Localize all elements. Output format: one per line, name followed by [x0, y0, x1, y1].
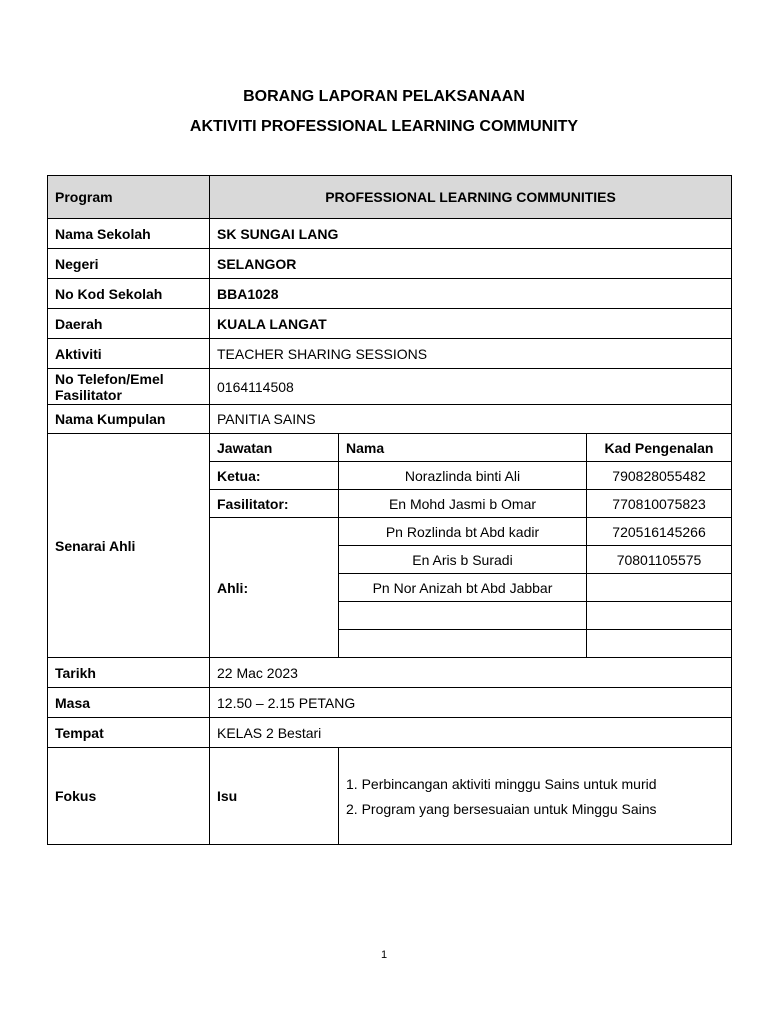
member-ic: 790828055482 — [587, 462, 732, 490]
member-name — [339, 630, 587, 658]
col-jawatan-header: Jawatan — [210, 434, 339, 462]
isu-label: Isu — [210, 748, 339, 845]
member-role-ahli: Ahli: — [210, 518, 339, 658]
member-name: Norazlinda binti Ali — [339, 462, 587, 490]
member-ic — [587, 630, 732, 658]
daerah-row — [48, 309, 732, 339]
member-ic: 70801105575 — [587, 546, 732, 574]
negeri-row — [48, 249, 732, 279]
aktiviti-value: TEACHER SHARING SESSIONS — [210, 339, 732, 369]
tempat-label: Tempat — [48, 718, 210, 748]
member-ic — [587, 602, 732, 630]
masa-row — [48, 688, 732, 718]
telefon-label-line2: Fasilitator — [55, 386, 122, 403]
telefon-value: 0164114508 — [210, 369, 732, 405]
daerah-value: KUALA LANGAT — [210, 309, 732, 339]
col-kad-header: Kad Pengenalan — [587, 434, 732, 462]
sekolah-row — [48, 219, 732, 249]
kumpulan-row — [48, 405, 732, 434]
negeri-label: Negeri — [48, 249, 210, 279]
report-form-table — [47, 175, 732, 845]
member-role: Fasilitator: — [210, 490, 339, 518]
tempat-row — [48, 718, 732, 748]
aktiviti-label: Aktiviti — [48, 339, 210, 369]
daerah-label: Daerah — [48, 309, 210, 339]
form-subtitle: AKTIVITI PROFESSIONAL LEARNING COMMUNITY — [189, 118, 579, 135]
tarikh-value: 22 Mac 2023 — [210, 658, 732, 688]
tarikh-row — [48, 658, 732, 688]
page-number: 1 — [380, 949, 388, 961]
masa-label: Masa — [48, 688, 210, 718]
isu-item: 1. Perbincangan aktiviti minggu Sains untuk murid — [346, 775, 657, 792]
telefon-row — [48, 369, 732, 405]
aktiviti-row — [48, 339, 732, 369]
fokus-label: Fokus — [48, 748, 210, 845]
negeri-value: SELANGOR — [210, 249, 732, 279]
member-ic: 720516145266 — [587, 518, 732, 546]
sekolah-label: Nama Sekolah — [48, 219, 210, 249]
telefon-label-line1: No Telefon/Emel — [55, 370, 164, 387]
senarai-ahli-label: Senarai Ahli — [48, 434, 210, 658]
kod-sekolah-row — [48, 279, 732, 309]
member-name: Pn Rozlinda bt Abd kadir — [339, 518, 587, 546]
member-name: En Aris b Suradi — [339, 546, 587, 574]
col-nama-header: Nama — [339, 434, 587, 462]
member-name: Pn Nor Anizah bt Abd Jabbar — [339, 574, 587, 602]
member-name: En Mohd Jasmi b Omar — [339, 490, 587, 518]
program-value: PROFESSIONAL LEARNING COMMUNITIES — [210, 176, 732, 219]
ahli-header-row — [48, 434, 732, 462]
program-label: Program — [48, 176, 210, 219]
member-role: Ketua: — [210, 462, 339, 490]
kumpulan-value: PANITIA SAINS — [210, 405, 732, 434]
member-ic: 770810075823 — [587, 490, 732, 518]
tempat-value: KELAS 2 Bestari — [210, 718, 732, 748]
tarikh-label: Tarikh — [48, 658, 210, 688]
masa-value: 12.50 – 2.15 PETANG — [210, 688, 732, 718]
member-ic — [587, 574, 732, 602]
form-title: BORANG LAPORAN PELAKSANAAN — [243, 88, 525, 105]
isu-list — [339, 748, 732, 845]
fokus-row — [48, 748, 732, 845]
telefon-label — [48, 369, 210, 405]
sekolah-value: SK SUNGAI LANG — [210, 219, 732, 249]
kod-sekolah-value: BBA1028 — [210, 279, 732, 309]
isu-item: 2. Program yang bersesuaian untuk Minggu Sains — [346, 800, 657, 817]
kod-sekolah-label: No Kod Sekolah — [48, 279, 210, 309]
member-name — [339, 602, 587, 630]
kumpulan-label: Nama Kumpulan — [48, 405, 210, 434]
program-row — [48, 176, 732, 219]
